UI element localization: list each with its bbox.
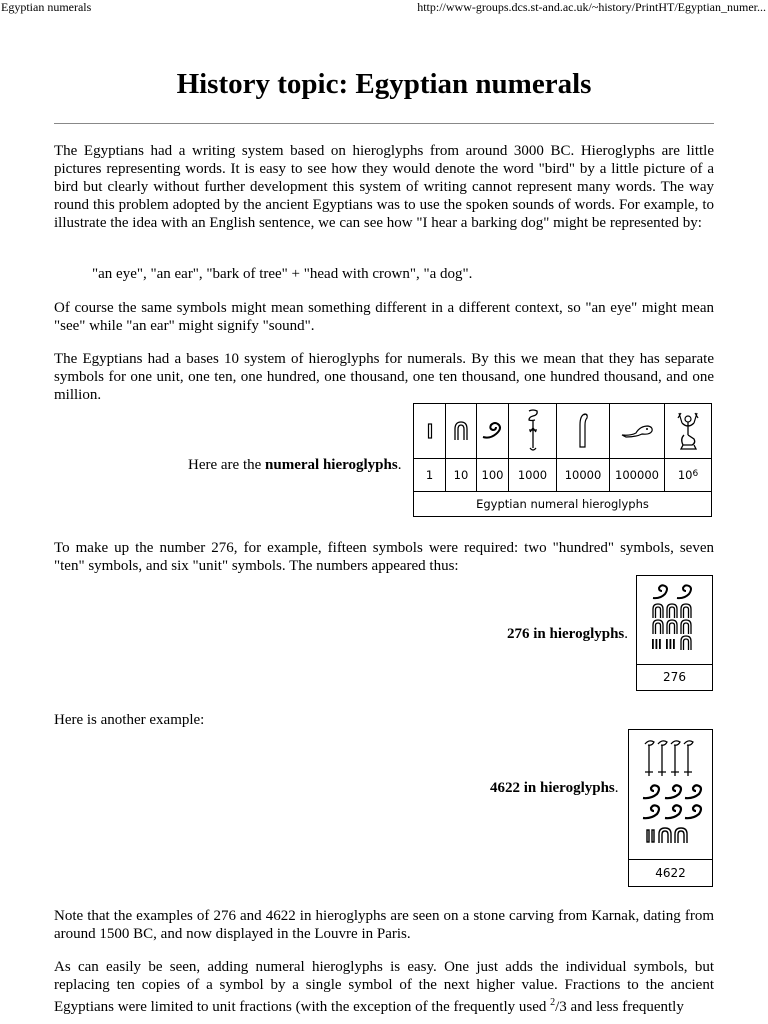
lotus-flower-icon [509,404,557,458]
unit-stroke-icon [414,404,446,458]
value-cell-million [665,458,711,491]
print-header [0,0,768,16]
fraction-numerator: 2 [550,997,556,1008]
kneeling-god-icon [665,404,711,458]
figure-276-caption: 276 [663,670,686,684]
glyph-row [414,404,711,459]
fraction-denominator: /3 [555,999,567,1015]
hieroglyphs-276-image [637,576,712,665]
header-url: http://www-groups.dcs.st-and.ac.uk/~history/PrintHT/Egyptian_numer... [417,0,766,14]
numeral-label-prefix: Here are the [188,457,266,473]
value-cell: 100000 [610,458,665,491]
finger-icon [557,404,610,458]
figure-276-label-suffix: . [624,626,629,642]
value-row [414,458,711,492]
paragraph-karnak: Note that the examples of 276 and 4622 in hieroglyphs are seen on a stone carving from Karnak, dating from around 1500 BC, and now displayed in the Louvre in Paris. [54,908,714,942]
fractions-text-a: As can easily be seen, adding numeral hieroglyphs is easy. One just adds the individual symbols, but replacing ten copies of a symbol by a single symbol of the next higher value. Fractions to the ancient Egyptians were limited to unit fractions (with the exception of the frequently used [54,959,714,1015]
figure-4622-label [490,779,619,797]
coil-rope-icon [477,404,509,458]
tadpole-icon [610,404,665,458]
page-title: History topic: Egyptian numerals [176,68,592,100]
figure-276 [636,575,713,691]
value-cell: 1000 [509,458,557,491]
example-quote: "an eye", "an ear", "bark of tree" + "head with crown", "a dog". [92,266,473,282]
figure-4622 [628,729,713,887]
paragraph-276: To make up the number 276, for example, fifteen symbols were required: two "hundred" symbols, seven "ten" symbols, and six "unit" symbols. The numbers appeared thus: [54,540,714,574]
title-divider [54,123,714,124]
hieroglyphs-4622-image [629,730,712,860]
paragraph-another-example: Here is another example: [54,712,205,728]
numeral-label-bold: numeral hieroglyphs [265,457,398,473]
value-cell: 1 [414,458,446,491]
numeral-hieroglyph-table [413,403,712,517]
figure-4622-label-suffix: . [614,780,619,796]
paragraph-intro: The Egyptians had a writing system based on hieroglyphs from around 3000 BC. Hieroglyphs are little pictures representing words. It is easy to see how they would denote the word "bird" by a little picture of a bird but clearly without further development this system of writing cannot represent many words. The way round this problem adopted by the ancient Egyptians was to use the spoken sounds of words. For example, to illustrate the idea with an English sentence, we can see how "I hear a barking dog" might be represented by: [54,143,714,231]
numeral-figure-label [188,456,401,474]
figure-276-label-bold: 276 in hieroglyphs [507,626,625,642]
paragraph-fractions [54,958,714,1016]
heel-bone-icon [446,404,477,458]
million-exponent: 6 [692,468,699,479]
value-cell: 10 [446,458,477,491]
figure-276-label [507,625,628,643]
paragraph-base10: The Egyptians had a bases 10 system of hieroglyphs for numerals. By this we mean that they has separate symbols for one unit, one ten, one hundred, one thousand, one ten thousand, one hundred thousand, and one million. [54,351,714,403]
numeral-table-caption: Egyptian numeral hieroglyphs [476,496,649,511]
value-cell: 100 [477,458,509,491]
value-cell: 10000 [557,458,610,491]
paragraph-context: Of course the same symbols might mean something different in a different context, so "an eye" might mean "see" while "an ear" might signify "sound". [54,300,714,334]
figure-4622-caption: 4622 [655,865,686,880]
million-base: 10 [677,467,693,482]
numeral-label-suffix: . [397,457,402,473]
fractions-text-b: and less frequently [566,999,684,1015]
figure-4622-label-bold: 4622 in hieroglyphs [490,780,615,796]
header-page-title: Egyptian numerals [1,0,92,14]
